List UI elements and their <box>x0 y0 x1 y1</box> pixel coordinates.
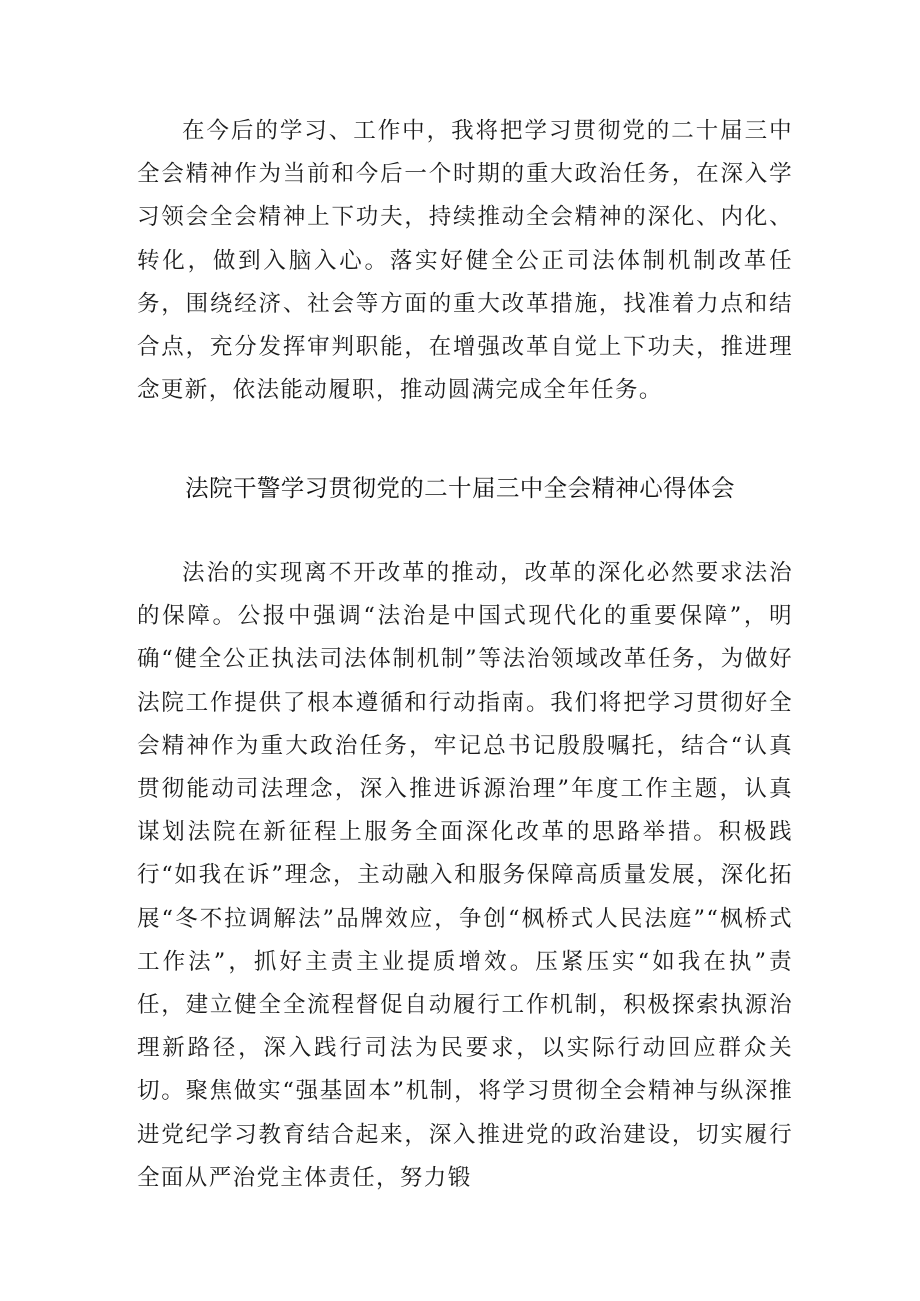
body-paragraph-2: 法治的实现离不开改革的推动，改革的深化必然要求法治的保障。公报中强调“法治是中国式现代化的重要保障”，明确“健全公正执法司法体制机制”等法治领域改革任务，为做好法院工作提供了根本遵循和行动指南。我们将把学习贯彻好全会精神作为重大政治任务，牢记总书记殷殷嘱托，结合“认真贯彻能动司法理念，深入推进诉源治理”年度工作主题，认真谋划法院在新征程上服务全面深化改革的思路举措。积极践行“如我在诉”理念，主动融入和服务保障高质量发展，深化拓展“冬不拉调解法”品牌效应，争创“枫桥式人民法庭”“枫桥式工作法”，抓好主责主业提质增效。压紧压实“如我在执”责任，建立健全全流程督促自动履行工作机制，积极探索执源治理新路径，深入践行司法为民要求，以实际行动回应群众关切。聚焦做实“强基固本”机制，将学习贯彻全会精神与纵深推进党纪学习教育结合起来，深入推进党的政治建设，切实履行全面从严治党主体责任，努力锻 <box>137 560 793 1191</box>
section-heading: 法院干警学习贯彻党的二十届三中全会精神心得体会 <box>185 474 735 502</box>
body-paragraph-1: 在今后的学习、工作中，我将把学习贯彻党的二十届三中全会精神作为当前和今后一个时期的重大政治任务，在深入学习领会全会精神上下功夫，持续推动全会精神的深化、内化、转化，做到入脑入心。落实好健全公正司法体制机制改革任务，围绕经济、社会等方面的重大改革措施，找准着力点和结合点，充分发挥审判职能，在增强改革自觉上下功夫，推进理念更新，依法能动履职，推动圆满完成全年任务。 <box>137 118 793 404</box>
